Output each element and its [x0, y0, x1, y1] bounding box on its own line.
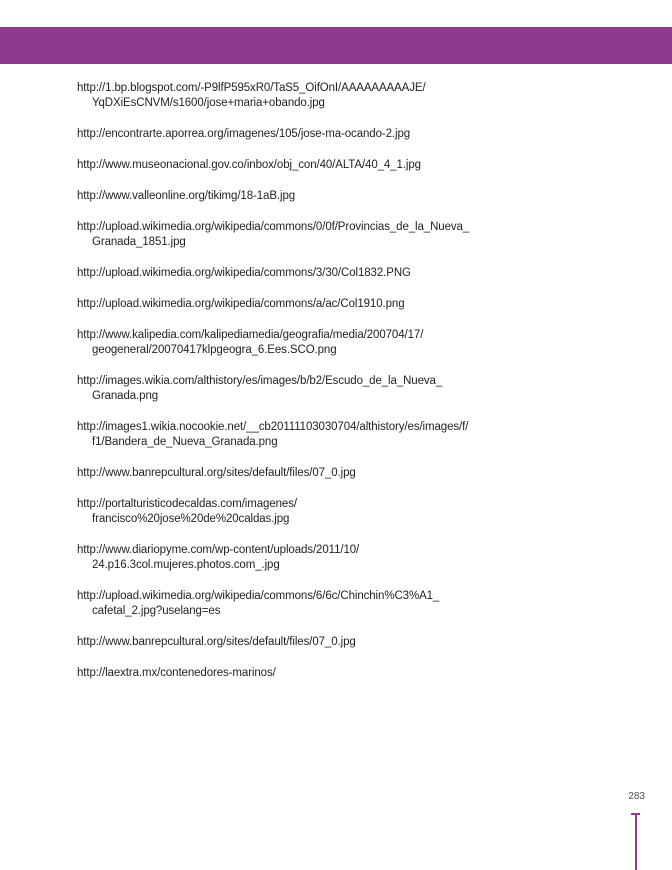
reference-item: http:/​/​1.bp.blogspot.com/​-P9lfP595xR0/​TaS5_​OifOnI/​AAAAAAAAAJE/​YqDXiEsCNVM/​s1600/​jose+maria+obando.jpg: [77, 82, 426, 109]
reference-item: http:/​/​laextra.mx/​contenedores-marinos/​: [77, 667, 276, 679]
reference-item: http:/​/​upload.wikimedia.org/​wikipedia/​commons/​0/​0f/​Provincias_​de_​la_​Nueva_​Granada_​1851.jpg: [77, 221, 470, 248]
page-number: 283: [628, 791, 645, 802]
page-marker-line: [635, 813, 637, 870]
reference-item: http:/​/​upload.wikimedia.org/​wikipedia/​commons/​a/​ac/​Col1910.png: [77, 298, 405, 310]
reference-item: http:/​/​www.valleonline.org/​tikimg/​18-1aB.jpg: [77, 190, 296, 202]
reference-item: http:/​/​portalturisticodecaldas.com/​imagenes/​francisco%20jose%20de%20caldas.jpg: [77, 498, 297, 525]
reference-item: http:/​/​www.museonacional.gov.co/​inbox/​obj_​con/​40/​ALTA/​40_​4_​1.jpg: [77, 159, 421, 171]
reference-item: http:/​/​www.banrepcultural.org/​sites/​default/​files/​07_​0.jpg: [77, 467, 356, 479]
reference-item: http:/​/​upload.wikimedia.org/​wikipedia/​commons/​6/​6c/​Chinchin%C3%A1_​cafetal_​2.jpg?uselang=es: [77, 590, 440, 617]
reference-item: http:/​/​images.wikia.com/​althistory/​es/​images/​b/​b2/​Escudo_​de_​la_​Nueva_​Granada.png: [77, 375, 443, 402]
reference-list: [77, 81, 477, 697]
reference-item: http:/​/​www.kalipedia.com/​kalipediamedia/​geografia/​media/​200704/​17/​geogeneral/​20070417klpgeogra_​6.Ees.SCO.png: [77, 329, 424, 356]
reference-item: http:/​/​encontrarte.aporrea.org/​imagenes/​105/​jose-ma-ocando-2.jpg: [77, 128, 411, 140]
header-band: [0, 27, 672, 64]
reference-item: http:/​/​images1.wikia.nocookie.net/​_​_​cb20111103030704/​althistory/​es/​images/​f/​f1/​Bandera_​de_​Nueva_​Granada.png: [77, 421, 469, 448]
reference-item: http:/​/​upload.wikimedia.org/​wikipedia/​commons/​3/​30/​Col1832.PNG: [77, 267, 411, 279]
reference-item: http:/​/​www.diariopyme.com/​wp-content/​uploads/​2011/​10/​24.p16.3col.mujeres.photos.com_​.jpg: [77, 544, 360, 571]
reference-item: http:/​/​www.banrepcultural.org/​sites/​default/​files/​07_​0.jpg: [77, 636, 356, 648]
